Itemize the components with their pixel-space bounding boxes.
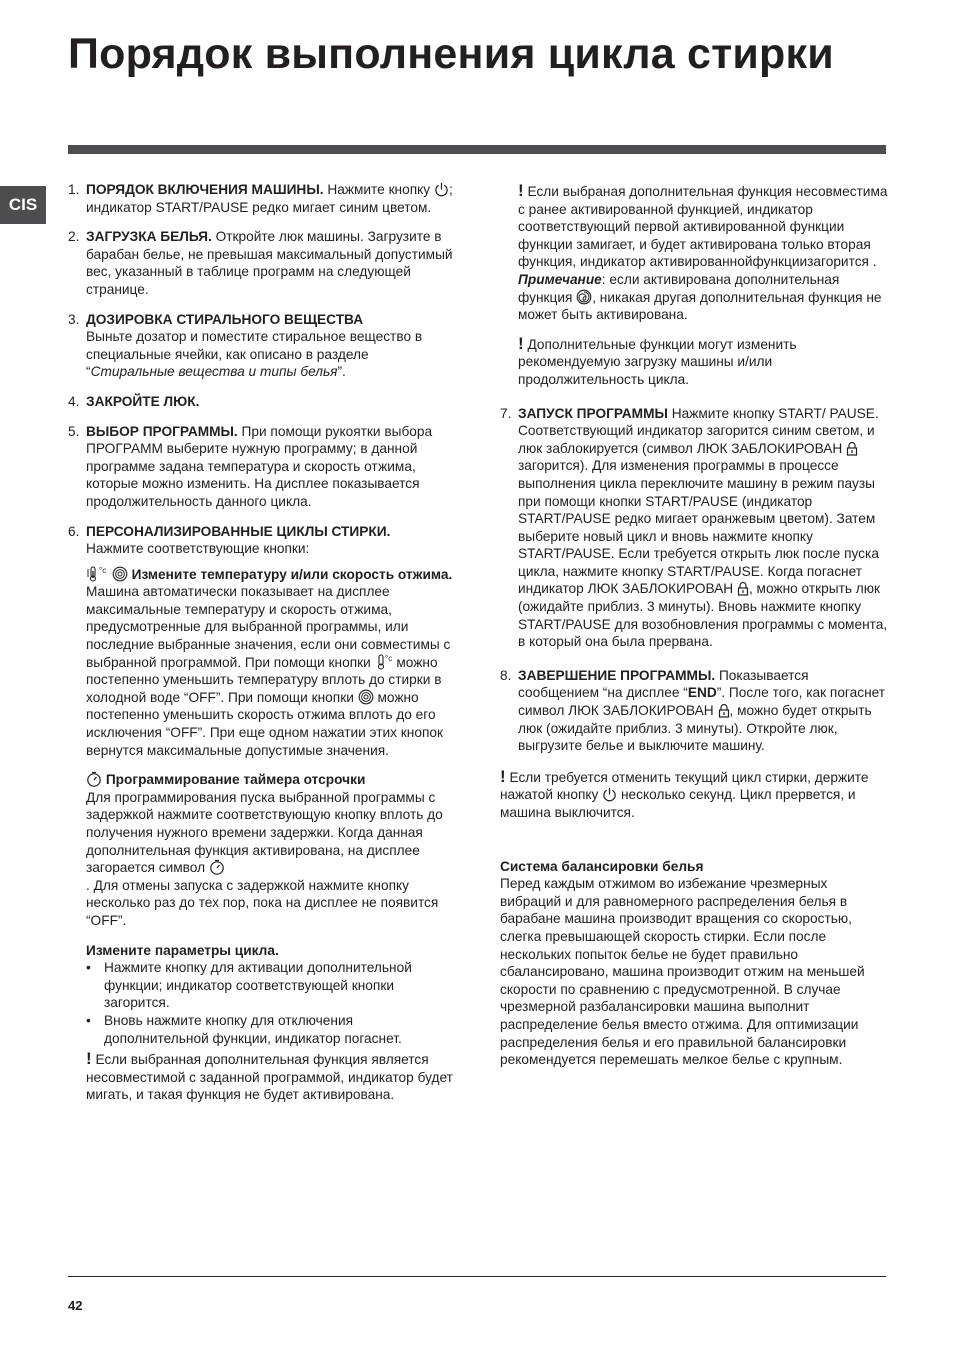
- step-7: 7. ЗАПУСК ПРОГРАММЫ Нажмите кнопку START/ PAUSE. Соответствующий индикатор загорится синим светом, и люк заблокируется (символ ЛЮК ЗАБЛОКИРОВАН загорится). Для изменения программы в процессе выполнения цикла переключите машину в режим паузы при помощи кнопки START/PAUSE (индикатор START/PAUSE редко мигает оранжевым цветом). Затем выберите новый цикл и вновь нажмите кнопку START/PAUSE. Если требуется открыть люк после пуска цикла, нажмите кнопку START/PAUSE. Когда погаснет индикатор ЛЮК ЗАБЛОКИРОВАН , можно открыть люк (ожидайте приблиз. 3 минуты). Вновь нажмите кнопку START/PAUSE для возобновления программы с момента, в который она была прервана.: [500, 405, 888, 650]
- step-title: ЗАВЕРШЕНИЕ ПРОГРАММЫ.: [518, 667, 716, 683]
- step-1: 1. ПОРЯДОК ВКЛЮЧЕНИЯ МАШИНЫ. Нажмите кнопку ; индикатор START/PAUSE редко мигает синим цветом.: [68, 182, 453, 215]
- step-number: 4.: [68, 393, 80, 409]
- lock-icon: [846, 441, 858, 456]
- timer-icon: [86, 771, 102, 787]
- spin-icon: [112, 566, 128, 582]
- step-title: ЗАКРОЙТЕ ЛЮК.: [86, 393, 200, 409]
- warning-note: ! Если требуется отменить текущий цикл стирки, держите нажатой кнопку несколько секунд. Цикл прервется, и машина выключится.: [500, 766, 869, 820]
- step-3: 3. ДОЗИРОВКА СТИРАЛЬНОГО ВЕЩЕСТВА Выньте дозатор и поместите стиральное вещество в специальные ячейки, как описано в разделе “Стиральные вещества и типы белья”.: [68, 311, 423, 380]
- power-icon: [602, 787, 617, 802]
- warning-icon: !: [86, 1049, 92, 1069]
- balance-title: Система балансировки белья: [500, 858, 704, 874]
- footer-divider: [68, 1276, 886, 1277]
- step-title: ЗАПУСК ПРОГРАММЫ: [518, 405, 668, 421]
- svg-text:°c: °c: [384, 653, 392, 663]
- lock-icon: [718, 703, 730, 718]
- list-item: • Вновь нажмите кнопку для отключения дополнительной функции, индикатор погаснет.: [86, 1012, 402, 1046]
- step-5: 5. ВЫБОР ПРОГРАММЫ. При помощи рукоятки выбора ПРОГРАММ выберите нужную программу; в данной программе задана температура и скорость отжима, которые можно изменить. На дисплее показывается продолжительность данного цикла.: [68, 423, 433, 509]
- warning-icon: !: [518, 333, 524, 353]
- step-number: 1.: [68, 182, 80, 197]
- step-title: ЗАГРУЗКА БЕЛЬЯ.: [86, 229, 212, 245]
- note-label: Примечание: [518, 271, 602, 287]
- spin-icon: [358, 689, 374, 705]
- cycle-params-section: [68, 942, 458, 1104]
- step-8: 8. ЗАВЕРШЕНИЕ ПРОГРАММЫ. Показывается сообщением “на дисплее “END”. После того, как погаснет символ ЛЮК ЗАБЛОКИРОВАН , можно будет открыть люк (ожидайте приблиз. 3 минуты). Откройте люк, выгрузите белье и выключите машину.: [500, 667, 886, 754]
- right-column: [500, 183, 888, 1069]
- temp-spin-title: Измените температуру и/или скорость отжима.: [131, 566, 453, 582]
- page-title: Порядок выполнения цикла стирки: [68, 30, 834, 78]
- balance-section: Система балансировки белья Перед каждым отжимом во избежание чрезмерных вибраций и для равномерного распределения белья в барабане машина производит вращения со скоростью, слегка превышающей скорость стирки. Если после нескольких попыток белье не будет правильно сбалансировано, машина производит отжим на меньшей скорости по сравнению с предусмотренной. В случае чрезмерной разбалансировки машина выполнит распределение белья вместо отжима. Для оптимизации распределения белья и его правильной балансировки рекомендуется перемешать мелкое белье с крупным.: [500, 858, 865, 1068]
- step-title: ПОРЯДОК ВКЛЮЧЕНИЯ МАШИНЫ.: [86, 182, 324, 197]
- step-title: ВЫБОР ПРОГРАММЫ.: [86, 423, 238, 439]
- step-number: 3.: [68, 311, 80, 327]
- lock-icon: [737, 581, 749, 596]
- step-number: 5.: [68, 423, 80, 439]
- step-2: 2. ЗАГРУЗКА БЕЛЬЯ. Откройте люк машины. Загрузите в барабан белье, не превышая максимальный допустимый вес, указанный в таблице программ на следующей странице.: [68, 229, 453, 297]
- timer-title: Программирование таймера отсрочки: [105, 772, 366, 788]
- power-icon: [434, 182, 449, 197]
- warning-icon: !: [518, 181, 524, 200]
- delay-timer-section: Программирование таймера отсрочки Для программирования пуска выбранной программы с задержкой нажмите соответствующую кнопку вплоть до получения нужного времени задержки. Когда данная дополнительная функция активирована, на дисплее загорается символ . Для отмены запуска с задержкой нажмите кнопку несколько раз до тех пор, пока на дисплее не появится “OFF”.: [86, 772, 443, 928]
- step-title: ПЕРСОНАЛИЗИРОВАННЫЕ ЦИКЛЫ СТИРКИ.: [86, 523, 391, 539]
- language-tab: CIS: [0, 186, 46, 224]
- warning-note: ! Если выбраная дополнительная функция несовместима с ранее активированной функцией, индикатор соответствующий первой активированной функции функции замигает, и будет активирована только вторая функция, индикатор активированнойфункциизагорится . Примечание: если активирована дополнительная функция , никакая другая дополнительная функция не может быть активирована.: [518, 181, 888, 323]
- step-number: 7.: [500, 405, 512, 421]
- step-number: 8.: [500, 667, 512, 683]
- warning-icon: !: [500, 766, 506, 786]
- step-number: 6.: [68, 523, 80, 539]
- temp-spin-section: °c Измените температуру и/или скорость отжима. Машина автоматически показывает на дисплее максимальные температуру и скорость отжима, предусмотренные для выбранной программы, или последние выбранные значения, если они совместимы с выбранной программой. При помощи кнопки °c можно постепенно уменьшить температуру вплоть до стирки в холодной воде “OFF”. При помощи кнопки можно постепенно уменьшить скорость отжима вплоть до его исключения “OFF”. При еще одном нажатии этих кнопок вернутся максимальные допустимые значения.: [86, 565, 453, 758]
- left-column: [68, 181, 458, 1104]
- svg-text:°c: °c: [99, 565, 107, 575]
- warning-note: ! Если выбранная дополнительная функция является несовместимой с заданной программой, индикатор будет мигать, и такая функция не будет активирована.: [86, 1049, 453, 1103]
- header-divider: [68, 145, 886, 154]
- step-4: [68, 393, 458, 411]
- step-6: 6. ПЕРСОНАЛИЗИРОВАННЫЕ ЦИКЛЫ СТИРКИ. Нажмите соответствующие кнопки:: [68, 523, 391, 557]
- step-title: ДОЗИРОВКА СТИРАЛЬНОГО ВЕЩЕСТВА: [86, 311, 364, 327]
- warning-note: ! Дополнительные функции могут изменить рекомендуемую загрузку машины и/или продолжительность цикла.: [518, 333, 797, 387]
- temperature-icon: [86, 566, 108, 582]
- list-item: • Нажмите кнопку для активации дополнительной функции; индикатор соответствующей кнопки загорится.: [86, 960, 412, 1011]
- temperature-icon: [375, 654, 393, 670]
- step-number: 2.: [68, 229, 80, 245]
- spin-icon: [576, 289, 592, 305]
- timer-icon: [209, 859, 225, 875]
- page-number: 42: [68, 1298, 83, 1313]
- end-label: END: [687, 685, 717, 701]
- params-title: Измените параметры цикла.: [86, 942, 279, 958]
